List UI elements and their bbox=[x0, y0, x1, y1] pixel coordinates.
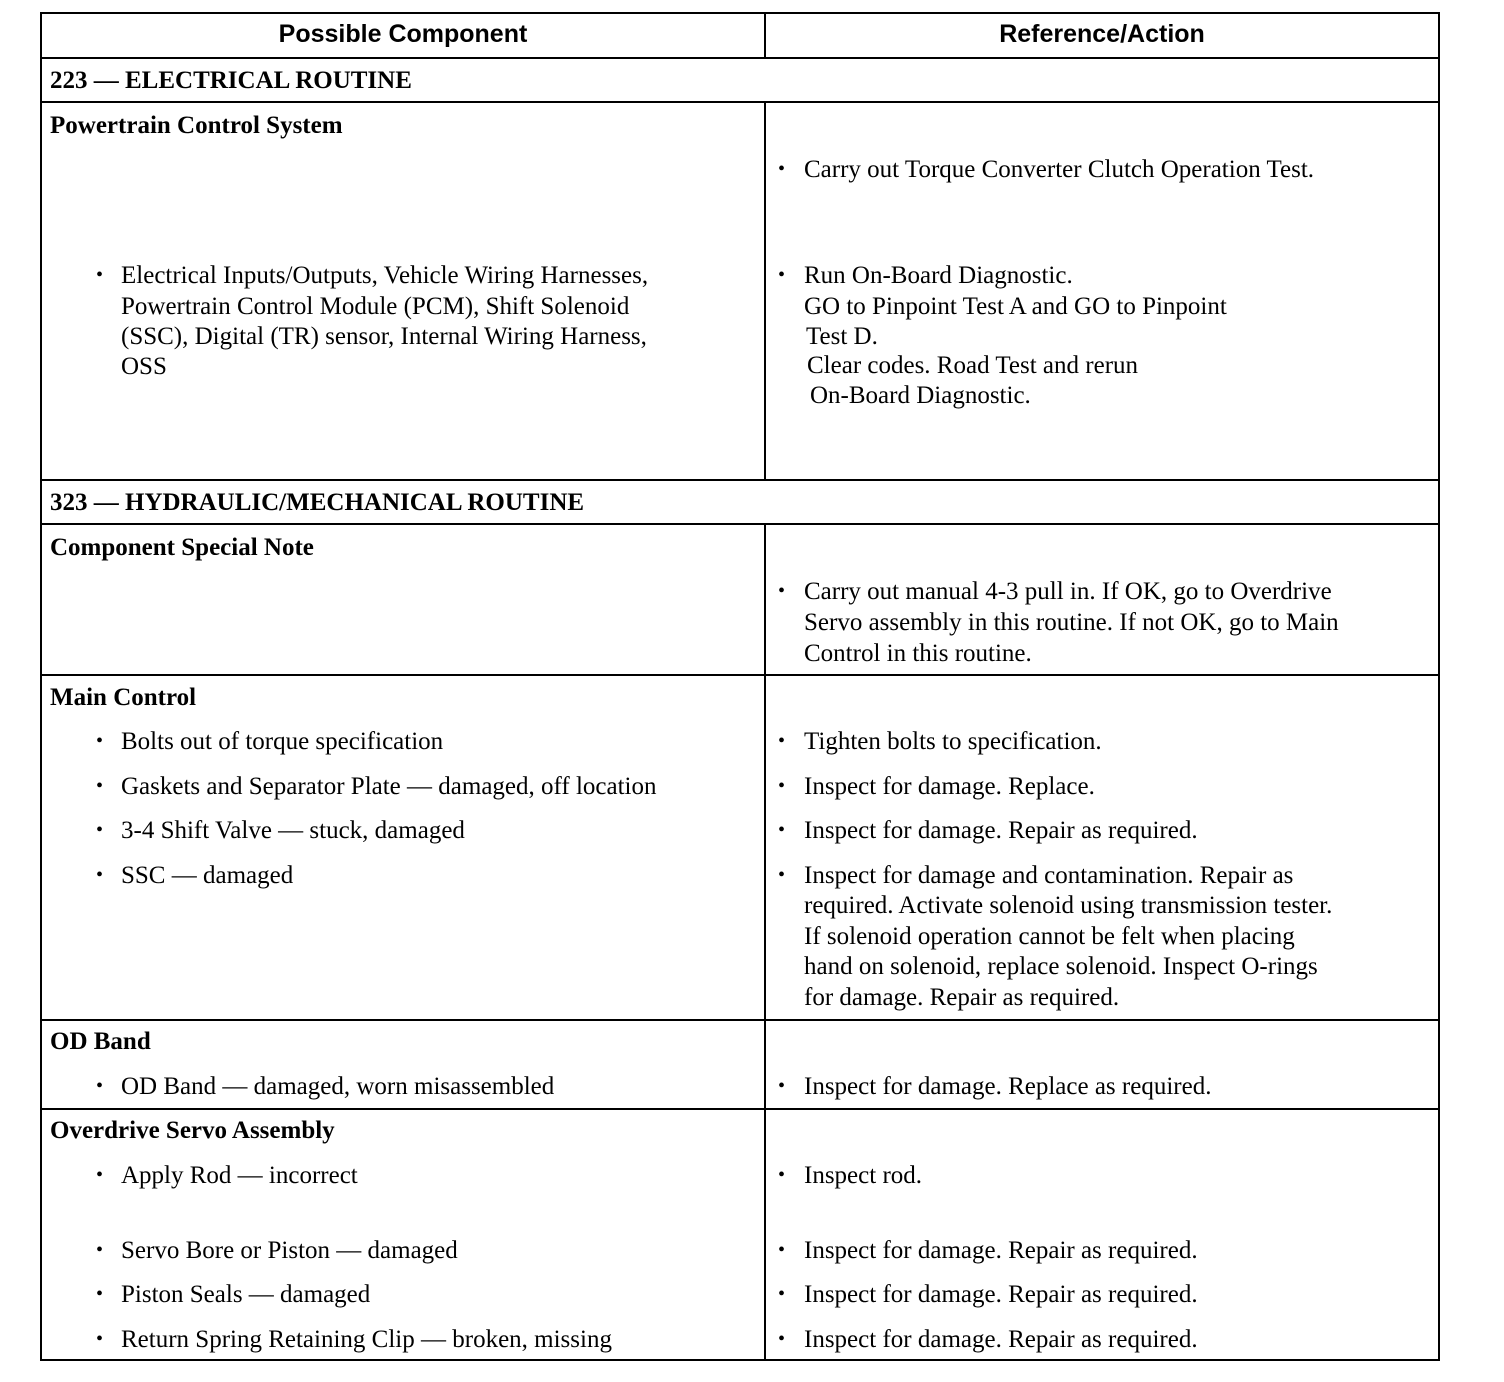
action-text: If solenoid operation cannot be felt when placing bbox=[804, 923, 1295, 950]
bullet: • bbox=[96, 1075, 104, 1097]
component-text: OSS bbox=[121, 353, 167, 380]
action-text: Tighten bolts to specification. bbox=[804, 728, 1102, 755]
component-text: Piston Seals — damaged bbox=[121, 1281, 371, 1308]
bullet: • bbox=[96, 1164, 104, 1186]
action-text: Carry out manual 4-3 pull in. If OK, go to Overdrive bbox=[804, 578, 1332, 605]
component-text: Servo Bore or Piston — damaged bbox=[121, 1237, 458, 1264]
diagnostic-table bbox=[40, 12, 1440, 1361]
component-text: Gaskets and Separator Plate — damaged, off location bbox=[121, 773, 657, 800]
bullet: • bbox=[96, 1283, 104, 1305]
bullet: • bbox=[778, 1328, 786, 1350]
component-text: SSC — damaged bbox=[121, 862, 294, 889]
section-title-electrical: 223 — ELECTRICAL ROUTINE bbox=[50, 67, 412, 94]
action-text: Inspect for damage. Replace as required. bbox=[804, 1073, 1212, 1100]
action-text: required. Activate solenoid using transmission tester. bbox=[804, 892, 1333, 919]
action-text: Inspect for damage. Repair as required. bbox=[804, 1237, 1198, 1264]
bullet: • bbox=[778, 158, 786, 180]
action-text: Control in this routine. bbox=[804, 640, 1032, 667]
action-text: Run On-Board Diagnostic. bbox=[804, 262, 1073, 289]
table-rule bbox=[42, 101, 1438, 103]
bullet: • bbox=[96, 819, 104, 841]
component-text: OD Band — damaged, worn misassembled bbox=[121, 1073, 555, 1100]
group-title-main-control: Main Control bbox=[50, 684, 197, 711]
group-title-od-band: OD Band bbox=[50, 1028, 151, 1055]
bullet: • bbox=[96, 864, 104, 886]
bullet: • bbox=[778, 775, 786, 797]
table-rule bbox=[42, 1108, 1438, 1110]
bullet: • bbox=[778, 864, 786, 886]
bullet: • bbox=[778, 1075, 786, 1097]
component-text: Powertrain Control Module (PCM), Shift Solenoid bbox=[121, 293, 630, 320]
column-header-component: Possible Component bbox=[278, 20, 528, 48]
component-text: 3-4 Shift Valve — stuck, damaged bbox=[121, 817, 465, 844]
action-text: Servo assembly in this routine. If not OK, go to Main bbox=[804, 609, 1339, 636]
bullet: • bbox=[96, 264, 104, 286]
action-text: Carry out Torque Converter Clutch Operation Test. bbox=[804, 156, 1315, 183]
table-rule bbox=[42, 57, 1438, 59]
action-text: hand on solenoid, replace solenoid. Inspect O-rings bbox=[804, 953, 1318, 980]
bullet: • bbox=[96, 730, 104, 752]
action-text: Inspect for damage. Repair as required. bbox=[804, 817, 1198, 844]
action-text: Inspect for damage. Replace. bbox=[804, 773, 1095, 800]
action-text: Inspect for damage. Repair as required. bbox=[804, 1326, 1198, 1353]
table-rule bbox=[42, 523, 1438, 525]
action-text: Inspect for damage and contamination. Repair as bbox=[804, 862, 1294, 889]
component-text: Apply Rod — incorrect bbox=[121, 1162, 358, 1189]
section-title-hydraulic: 323 — HYDRAULIC/MECHANICAL ROUTINE bbox=[50, 489, 585, 516]
table-rule bbox=[42, 674, 1438, 676]
action-text: GO to Pinpoint Test A and GO to Pinpoint bbox=[804, 293, 1227, 320]
component-text: (SSC), Digital (TR) sensor, Internal Wiring Harness, bbox=[121, 323, 647, 350]
bullet: • bbox=[778, 819, 786, 841]
bullet: • bbox=[778, 730, 786, 752]
bullet: • bbox=[778, 264, 786, 286]
group-title-overdrive-servo: Overdrive Servo Assembly bbox=[50, 1117, 335, 1144]
column-divider bbox=[764, 102, 766, 479]
component-text: Return Spring Retaining Clip — broken, missing bbox=[121, 1326, 612, 1353]
group-title-special-note: Component Special Note bbox=[50, 534, 314, 561]
bullet: • bbox=[778, 1164, 786, 1186]
action-text: Inspect rod. bbox=[804, 1162, 923, 1189]
bullet: • bbox=[778, 1283, 786, 1305]
bullet: • bbox=[778, 580, 786, 602]
column-divider bbox=[764, 524, 766, 1359]
action-text: On-Board Diagnostic. bbox=[810, 382, 1031, 409]
action-text: for damage. Repair as required. bbox=[804, 984, 1120, 1011]
bullet: • bbox=[96, 1239, 104, 1261]
column-header-action: Reference/Action bbox=[999, 20, 1205, 48]
component-text: Electrical Inputs/Outputs, Vehicle Wiring Harnesses, bbox=[121, 262, 649, 289]
bullet: • bbox=[778, 1239, 786, 1261]
bullet: • bbox=[96, 1328, 104, 1350]
group-title-powertrain: Powertrain Control System bbox=[50, 112, 343, 139]
table-rule bbox=[42, 479, 1438, 481]
action-text: Clear codes. Road Test and rerun bbox=[807, 352, 1139, 379]
action-text: Inspect for damage. Repair as required. bbox=[804, 1281, 1198, 1308]
action-text: Test D. bbox=[806, 323, 878, 350]
bullet: • bbox=[96, 775, 104, 797]
component-text: Bolts out of torque specification bbox=[121, 728, 444, 755]
table-rule bbox=[42, 1019, 1438, 1021]
